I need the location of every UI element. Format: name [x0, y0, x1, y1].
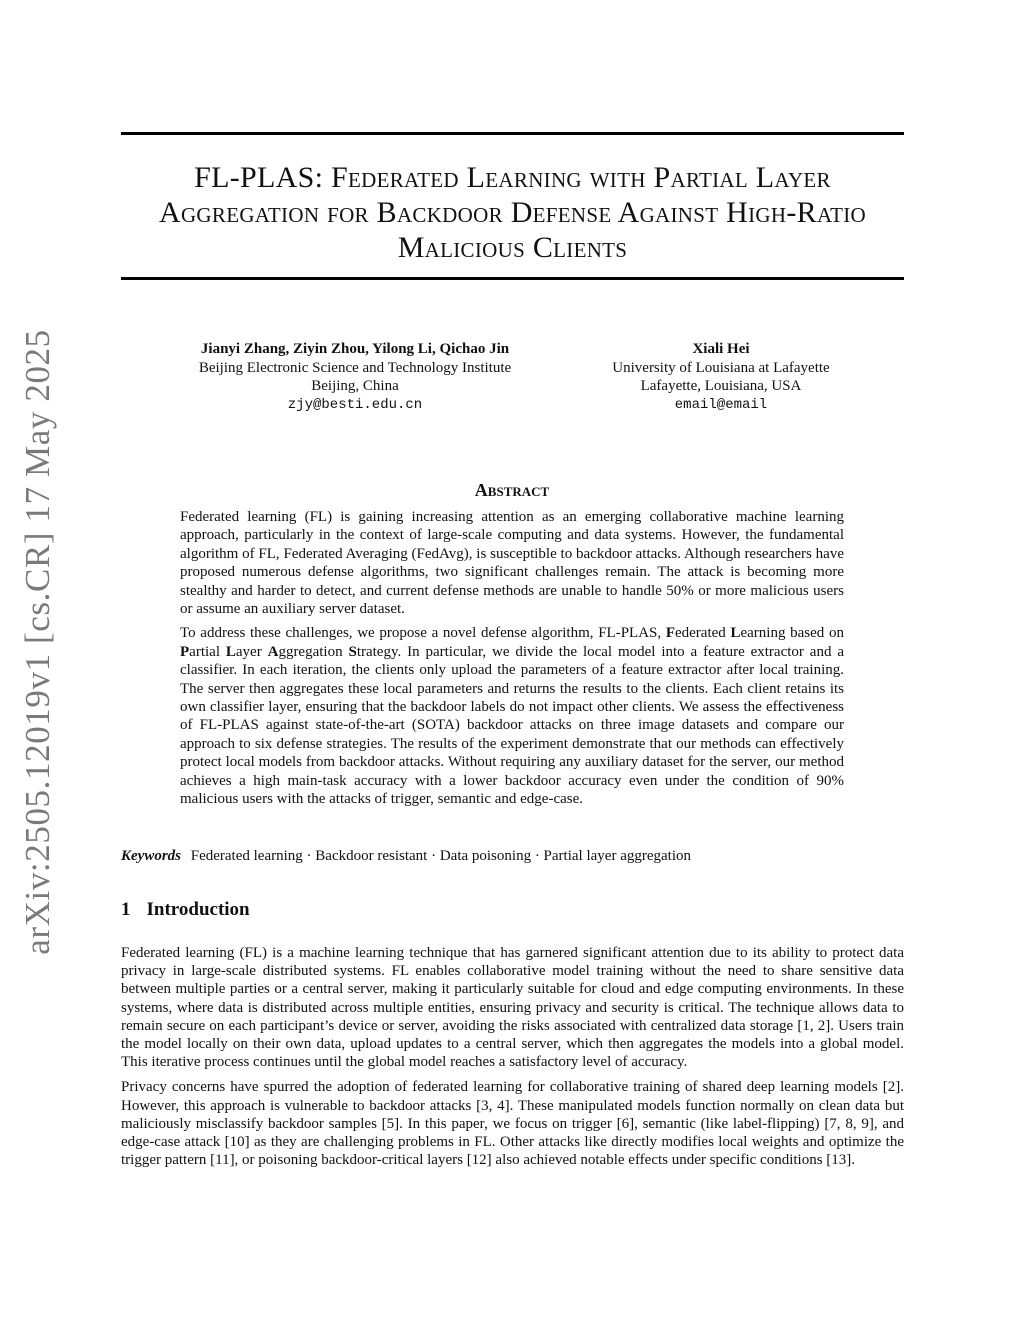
section-number: 1: [121, 899, 131, 920]
paper-title: [121, 160, 904, 265]
author-block-2: [585, 340, 857, 414]
abstract-text: ederated: [674, 625, 731, 642]
author-email: email@email: [674, 396, 768, 413]
arxiv-id-text: arXiv:2505.12019v1 [cs.CR] 17 May 2025: [18, 329, 57, 955]
arxiv-identifier: [8, 329, 68, 955]
title-line-1: FL-PLAS: Federated Learning with Partial Layer: [194, 161, 831, 194]
author-affiliation: University of Louisiana at Lafayette: [612, 359, 830, 376]
abstract-text: trategy. In particular, we divide the local model into a feature extractor and a classifier. In each iteration, the clients only upload the parameters of a feature extractor after local training. The server then aggregates these local parameters and returns the results to the clients. Each client retains its own classifier layer, ensuring that the backdoor labels do not impact other clients. We assess the effectiveness of FL-PLAS against state-of-the-art (SOTA) backdoor attacks on three image datasets and compare our approach to six defense strategies. The results of the experiment demonstrate that our methods can effectively protect local models from backdoor attacks. Without requiring any auxiliary dataset for the server, our method achieves a high main-task accuracy with a lower backdoor accuracy even under the condition of 90% malicious users with the attacks of trigger, semantic and edge-case.: [180, 643, 844, 808]
author-affiliation: Beijing Electronic Science and Technology Institute: [198, 359, 512, 376]
body-paragraph-1: Federated learning (FL) is a machine learning technique that has garnered significant attention due to its ability to protect data privacy in large-scale distributed systems. FL enables collaborative model training without the need to share sensitive data between multiple parties or a central server, making it particularly suitable for cloud and edge computing environments. In these systems, where data is distributed across multiple entities, ensuring privacy and security is critical. The technique allows data to remain secure on each participant’s device or server, avoiding the risks associated with centralized data storage [1, 2]. Users train the model locally on their own data, upload updates to a central server, which then aggregates the models into a global model. This iterative process continues until the global model reaches a satisfactory level of accuracy.: [121, 945, 904, 1071]
acronym-letter: L: [225, 643, 236, 660]
abstract-heading: Abstract: [474, 480, 550, 500]
author-location: Lafayette, Louisiana, USA: [640, 378, 802, 394]
acronym-letter: F: [665, 625, 675, 642]
body-paragraph-2: Privacy concerns have spurred the adoption of federated learning for collaborative training of shared deep learning models [2]. However, this approach is vulnerable to backdoor attacks [3, 4]. These manipulated models function normally on clean data but maliciously misclassify backdoor samples [5]. In this paper, we focus on trigger [6], semantic (like label-flipping) [7, 8, 9], and edge-case attack [10] as they are challenging problems in FL. Other attacks like directly modifies local weights and optimize the trigger pattern [11], or poisoning backdoor-critical layers [12] also achieved notable effects under specific conditions [13].: [121, 1079, 904, 1169]
abstract-text: To address these challenges, we propose a novel defense algorithm, FL-PLAS,: [180, 625, 666, 642]
acronym-letter: S: [348, 643, 357, 660]
section-title: Introduction: [146, 899, 250, 920]
author-names: Xiali Hei: [692, 341, 750, 357]
abstract-paragraph-2: [180, 624, 844, 808]
title-line-2: Aggregation for Backdoor Defense Against High-Ratio: [159, 196, 866, 229]
author-names: Jianyi Zhang, Ziyin Zhou, Yilong Li, Qichao Jin: [200, 341, 510, 357]
acronym-letter: P: [180, 643, 190, 660]
acronym-letter: L: [730, 625, 741, 642]
keywords-text: Federated learning · Backdoor resistant · Data poisoning · Partial layer aggregation: [190, 848, 691, 864]
title-rule-top: [121, 132, 904, 135]
abstract-paragraph-1: Federated learning (FL) is gaining increasing attention as an emerging collaborative machine learning approach, particularly in the context of large-scale computing and data systems. However, the fundamental algorithm of FL, Federated Averaging (FedAvg), is susceptible to backdoor attacks. Although researchers have proposed numerous defense algorithms, two significant challenges remain. The attack is becoming more stealthy and harder to detect, and current defense methods are unable to handle 50% or more malicious users or assume an auxiliary server dataset.: [180, 509, 844, 618]
abstract-text: earning based on: [740, 625, 844, 642]
abstract-text: artial: [189, 643, 226, 660]
abstract-text: ggregation: [278, 643, 349, 660]
abstract-text: ayer: [235, 643, 268, 660]
section-heading: [121, 899, 250, 921]
author-email: zjy@besti.edu.cn: [287, 396, 423, 413]
acronym-letter: A: [267, 643, 279, 660]
author-block-1: [170, 340, 540, 414]
author-location: Beijing, China: [311, 378, 399, 394]
title-rule-bottom: [121, 277, 904, 280]
title-line-3: Malicious Clients: [397, 231, 628, 264]
abstract-body: [180, 508, 844, 815]
section-body: [121, 944, 904, 1176]
keywords-label: Keywords: [121, 848, 181, 864]
keywords-line: [121, 848, 904, 865]
